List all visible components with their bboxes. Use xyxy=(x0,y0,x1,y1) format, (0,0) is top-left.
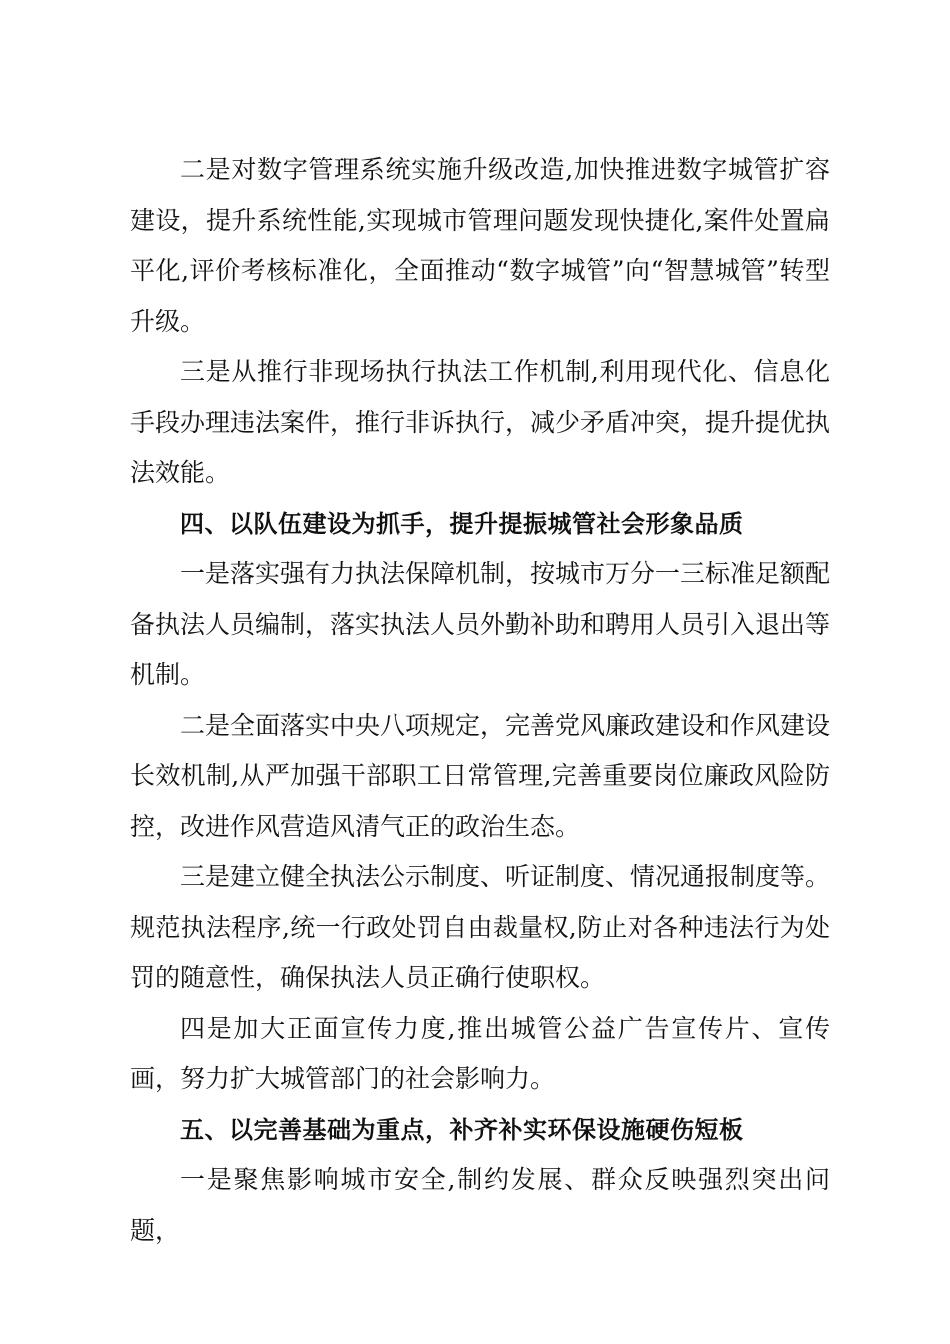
paragraph-offsite-enforcement: 三是从推行非现场执行执法工作机制,利用现代化、信息化手段办理违法案件，推行非诉执行，减少矛盾冲突，提升提优执法效能。 xyxy=(130,357,831,487)
paragraph-city-safety: 一是聚焦影响城市安全,制约发展、群众反映强烈突出问题， xyxy=(130,1165,830,1245)
paragraph-enforcement-guarantee: 一是落实强有力执法保障机制，按城市万分一三标准足额配备执法人员编制，落实执法人员外勤补助和聘用人员引入退出等机制。 xyxy=(130,559,831,689)
section-heading-five: 五、以完善基础为重点，补齐补实环保设施硬伤短板 xyxy=(180,1115,744,1144)
paragraph-digital-upgrade: 二是对数字管理系统实施升级改造,加快推进数字城管扩容建设，提升系统性能,实现城市管理问题发现快捷化,案件处置扁平化,评价考核标准化，全面推动“数字城管”向“智慧城管”转型升级。 xyxy=(130,155,830,336)
paragraph-eight-rules: 二是全面落实中央八项规定，完善党风廉政建设和作风建设长效机制,从严加强干部职工日常管理,完善重要岗位廉政风险防控，改进作风营造风清气正的政治生态。 xyxy=(130,710,831,841)
paragraph-publicity-system: 三是建立健全执法公示制度、听证制度、情况通报制度等。规范执法程序,统一行政处罚自由裁量权,防止对各种违法行为处罚的随意性，确保执法人员正确行使职权。 xyxy=(130,862,831,992)
section-heading-four: 四、以队伍建设为抓手，提升提振城管社会形象品质 xyxy=(180,509,744,538)
document-page xyxy=(130,145,830,1256)
paragraph-positive-publicity: 四是加大正面宣传力度,推出城管公益广告宣传片、宣传画，努力扩大城管部门的社会影响力。 xyxy=(130,1013,830,1093)
